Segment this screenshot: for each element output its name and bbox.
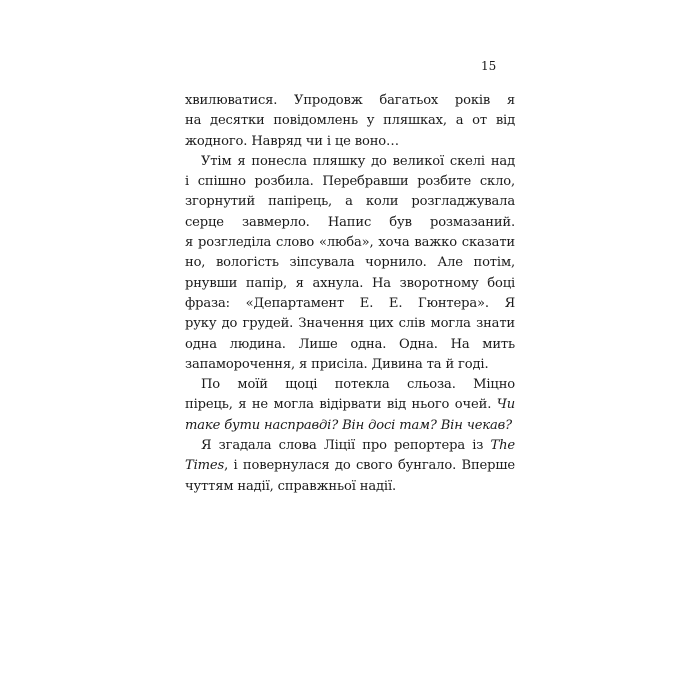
text-line: одна людина. Лише одна. Одна. На мить xyxy=(185,336,515,352)
text-line: рнувши папір, я ахнула. На зворотному боці xyxy=(185,275,515,291)
paragraph-start-line: По моїй щоці потекла сльоза. Міцно xyxy=(201,377,515,393)
text-line xyxy=(185,416,515,436)
italic-text: The xyxy=(490,438,515,454)
text-line: і спішно розбила. Перебравши розбите скло, xyxy=(185,174,515,190)
body-text xyxy=(185,91,515,497)
text-line: хвилюватися. Упродовж багатьох років я xyxy=(185,93,515,108)
text-line: запаморочення, я присіла. Дивина та й годі. xyxy=(185,356,489,372)
text-line: я розгледіла слово «люба», хоча важко сказати xyxy=(185,235,515,251)
text-line: пірець, я не могла відірвати від нього очей. Чи xyxy=(185,395,515,415)
text-line: жодного. Навряд чи і це воно… xyxy=(185,133,399,149)
text-line: на десятки повідомлень у пляшках, а от від xyxy=(185,113,515,129)
text-line: фраза: «Департамент Е. Е. Гюнтера». Я xyxy=(185,295,515,311)
italic-text: Чи xyxy=(496,397,515,413)
text-line: руку до грудей. Значення цих слів могла знати xyxy=(185,316,515,332)
text-line: серце завмерло. Напис був розмазаний. xyxy=(185,214,515,230)
italic-text: Times xyxy=(185,458,225,474)
page-number: 15 xyxy=(481,59,497,73)
text-line: чуттям надії, справжньої надії. xyxy=(185,478,396,494)
paragraph-start-line: Я згадала слова Ліції про репортера із The xyxy=(185,436,515,456)
text-line: Times, і повернулася до свого бунгало. Вперше xyxy=(185,458,515,474)
text-line: но, вологість зіпсувала чорнило. Але потім, xyxy=(185,255,515,271)
italic-text: таке бути насправді? Він досі там? Він чекав? xyxy=(185,417,512,433)
paragraph-start-line: Утім я понесла пляшку до великої скелі над xyxy=(201,153,515,169)
text-line: згорнутий папірець, а коли розгладжувала xyxy=(185,194,515,210)
